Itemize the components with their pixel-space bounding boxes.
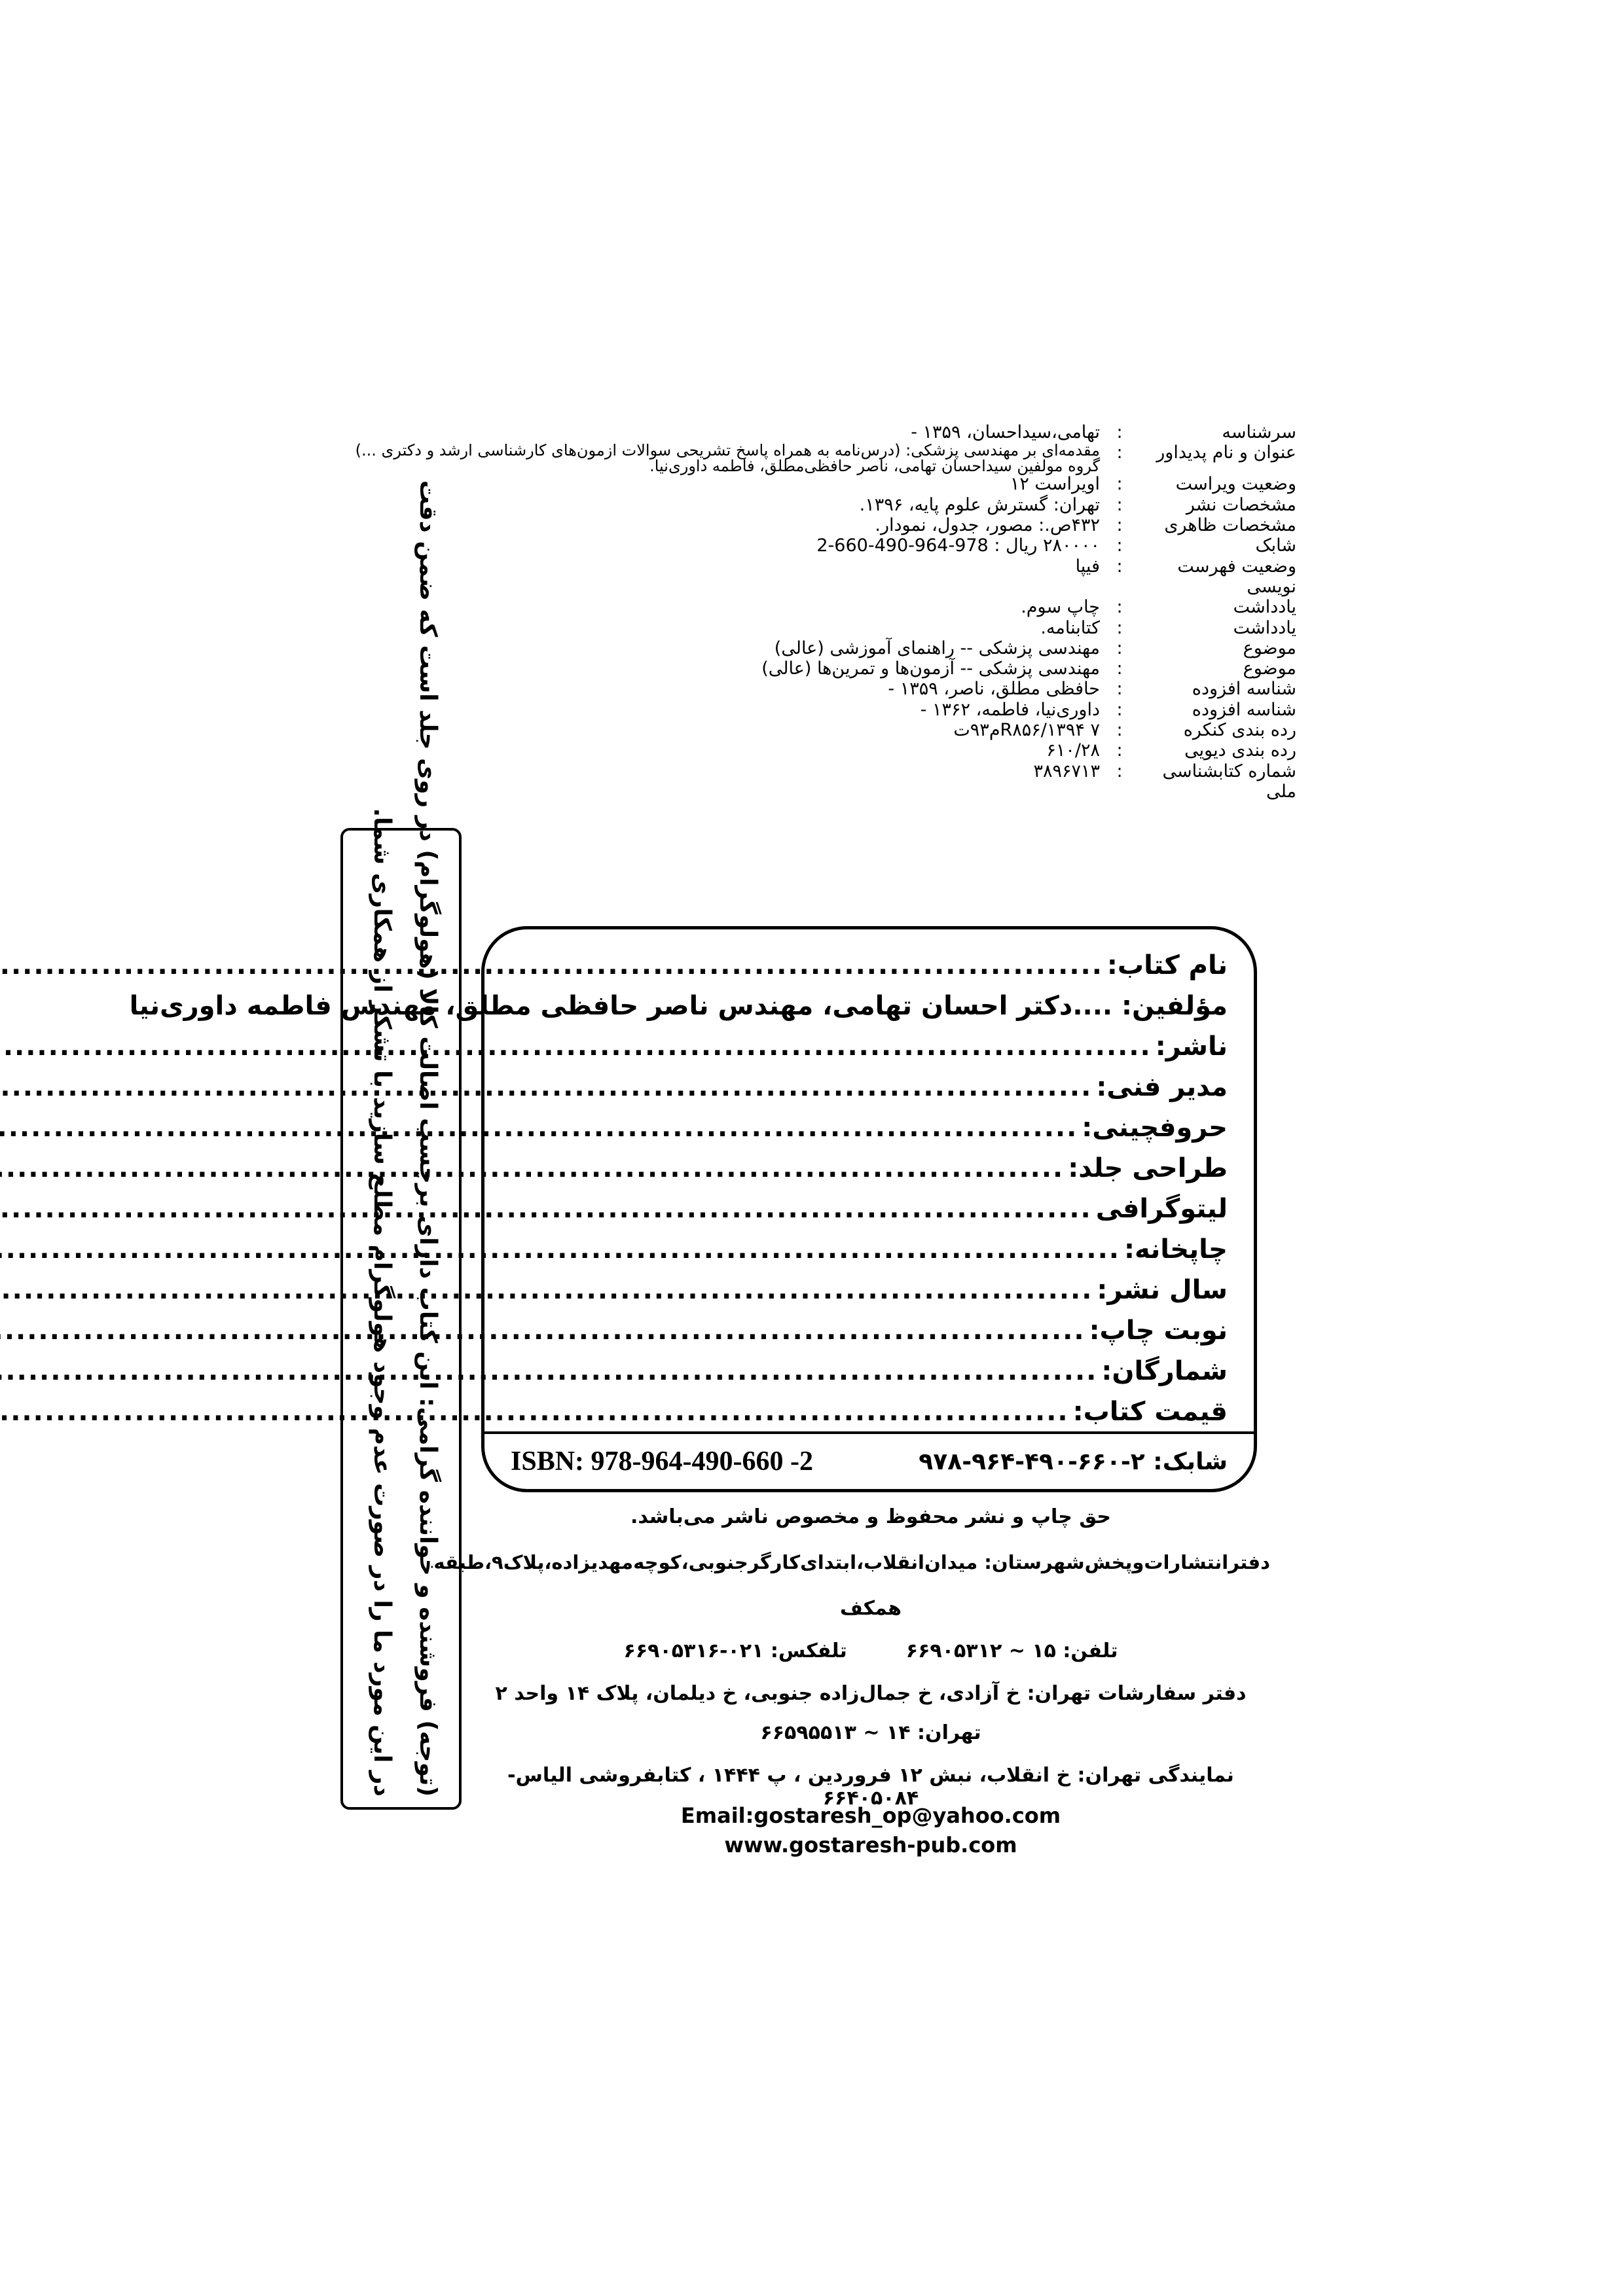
cip-value: تهامی،سیداحسان، ۱۳۵۹ - <box>911 422 1100 442</box>
info-label: چاپخانه: <box>1124 1234 1228 1265</box>
cip-label: موضوع <box>1243 658 1296 679</box>
cip-label: موضوع <box>1243 637 1296 658</box>
cip-label: شماره کتابشناسی ملی <box>1162 761 1296 802</box>
rights-notice: حق چاپ و نشر محفوظ و مخصوص ناشر می‌باشد. <box>630 1505 1112 1528</box>
cip-row <box>354 442 1296 474</box>
cip-row <box>354 597 1296 617</box>
cip-row <box>354 535 1296 556</box>
info-row-cover-design <box>511 1148 1228 1189</box>
info-label: مدیر فنی: <box>1096 1072 1228 1102</box>
cip-value: مهندسی پزشکی -- آزمون‌ها و تمرین‌ها (عالی) <box>761 658 1100 679</box>
isbn-persian: شابک: ۲-۶۶۰-۴۹۰-۹۶۴-۹۷۸ <box>919 1448 1228 1475</box>
cip-row <box>354 638 1296 658</box>
cip-label: یادداشت <box>1233 597 1296 618</box>
info-label: حروفچینی: <box>1082 1113 1228 1143</box>
cip-colon: : <box>1116 535 1123 556</box>
cip-colon: : <box>1116 740 1123 761</box>
cip-label: شابک <box>1255 535 1296 556</box>
email-address[interactable]: Email:gostaresh_op@yahoo.com <box>680 1803 1061 1828</box>
info-row-authors <box>129 986 1228 1026</box>
cip-row <box>354 618 1296 638</box>
cip-value: ۳۸۹۶۷۱۳ <box>1033 761 1100 781</box>
info-row-typesetting <box>511 1107 1228 1148</box>
cip-colon: : <box>1116 474 1123 495</box>
cip-colon: : <box>1116 556 1123 577</box>
hologram-notice-text <box>352 480 450 1797</box>
leader-dots <box>0 1397 1073 1427</box>
cip-label: وضعیت ویراست <box>1175 474 1296 495</box>
leader-dots <box>0 1356 1101 1386</box>
cip-colon: : <box>1116 761 1123 781</box>
tehran-order-office: دفتر سفارشات تهران: خ آزادی، خ جمال‌زاده جنوبی، خ دیلمان، پلاک ۱۴ واحد ۲ <box>495 1682 1247 1705</box>
leader-dots <box>0 1113 1082 1143</box>
cip-label: یادداشت <box>1233 617 1296 638</box>
cip-value: چاپ سوم. <box>1021 597 1100 618</box>
isbn-row <box>484 1431 1254 1489</box>
cip-row <box>354 720 1296 740</box>
hologram-notice-box <box>340 480 462 1810</box>
cip-value: ۶۱۰/۲۸ <box>1046 740 1100 761</box>
cip-value: کتابنامه. <box>1040 617 1100 638</box>
cip-label: مشخصات ظاهری <box>1164 514 1296 535</box>
info-row-circulation <box>511 1351 1228 1391</box>
leader-dots <box>0 1275 1097 1305</box>
cip-value: مقدمه‌ای بر مهندسی پزشکی: (درس‌نامه به همراه پاسخ تشریحی سوالات ازمون‌های کارشناسی ارشد و دکتری ...) گروه مولفین سیداحسان تهامی، ناصر حافظی‌مطلق، فاطمه داوری‌نیا. <box>355 441 1100 476</box>
info-row-edition <box>511 1310 1228 1351</box>
cip-colon: : <box>1116 720 1123 741</box>
info-label: مؤلفین: .... <box>1072 991 1228 1021</box>
cip-label: شناسه افزوده <box>1192 679 1296 700</box>
info-label: قیمت کتاب: <box>1072 1397 1228 1427</box>
leader-dots <box>0 1153 1068 1183</box>
notice-line-2 <box>359 808 405 1797</box>
cip-row <box>354 474 1296 494</box>
info-label: لیتوگرافی <box>1095 1194 1228 1224</box>
cip-value: ۴۳۲ص.: مصور، جدول، نمودار. <box>875 514 1100 535</box>
cip-value: ۲۸۰۰۰۰ ریال : 978-964-490-660-2 <box>816 535 1100 556</box>
info-label: نوبت چاپ: <box>1089 1316 1228 1346</box>
notice-line-2b: با تشکر از همکاری شما. <box>368 808 395 1088</box>
cip-label: وضعیت فهرست نویسی <box>1177 556 1296 597</box>
cip-value: R۸۵۶/۱۳۹۴ ۷م۹۳ت <box>953 720 1100 741</box>
cip-colon: : <box>1116 514 1123 535</box>
info-label: سال نشر: <box>1097 1275 1228 1305</box>
leader-dots <box>0 1316 1089 1346</box>
info-label: نام کتاب: <box>1106 950 1228 980</box>
tehran-agency: نمایندگی تهران: خ انقلاب، نبش ۱۲ فروردین ، پ ۱۴۴۴ ، کتابفروشی الیاس- ۶۶۴۰۵۰۸۴ <box>507 1764 1234 1810</box>
cip-colon: : <box>1116 637 1123 658</box>
cip-row <box>354 679 1296 699</box>
isbn-latin: ISBN: 978-964-490-660 -2 <box>511 1446 813 1477</box>
cip-row <box>354 422 1296 442</box>
info-label: شمارگان: <box>1101 1356 1228 1386</box>
cip-colon: : <box>1116 658 1123 679</box>
info-row-title <box>511 945 1228 986</box>
cip-value: تهران: گسترش علوم پایه، ۱۳۹۶. <box>859 494 1100 515</box>
info-label: ناشر: <box>1155 1031 1228 1062</box>
cip-row <box>354 515 1296 535</box>
cip-value: اویراست ۱۲ <box>1010 474 1100 495</box>
office-phone: تلفن: ۱۵ ~ ۶۶۹۰۵۳۱۲ <box>905 1640 1118 1662</box>
phone-line <box>471 1640 1270 1662</box>
cip-colon: : <box>1116 422 1123 442</box>
cip-row <box>354 495 1296 515</box>
leader-dots <box>0 950 1107 980</box>
tehran-phone: تهران: ۱۴ ~ ۶۶۵۹۵۵۱۳ <box>760 1721 981 1744</box>
cip-value: حافظی مطلق، ناصر، ۱۳۵۹ - <box>888 679 1100 700</box>
cip-value: فیپا <box>1075 556 1100 577</box>
cip-row <box>354 658 1296 679</box>
office-address-floor: همکف <box>839 1597 902 1620</box>
cip-colon: : <box>1116 699 1123 720</box>
cip-colon: : <box>1116 679 1123 700</box>
info-row-price <box>511 1391 1228 1432</box>
cip-label: عنوان و نام پدیداور <box>1156 442 1296 463</box>
cip-value: داوری‌نیا، فاطمه، ۱۳۶۲ - <box>920 699 1100 720</box>
cip-colon: : <box>1116 494 1123 515</box>
info-row-printing-house <box>511 1229 1228 1270</box>
leader-dots <box>0 1031 1156 1062</box>
cip-block <box>354 422 1296 802</box>
leader-dots <box>0 1072 1096 1102</box>
cip-row <box>354 740 1296 761</box>
info-row-publisher <box>511 1026 1228 1067</box>
info-row-technical-manager <box>511 1067 1228 1107</box>
cip-label: رده بندی کنکره <box>1183 720 1296 741</box>
info-value: دکتر احسان تهامی، مهندس ناصر حافظی مطلق، مهندس فاطمه داوری‌نیا <box>129 991 1073 1021</box>
cip-label: شناسه افزوده <box>1192 699 1296 720</box>
notice-line-2a: در این مورد ما را در صورت عدم وجود هولوگرام مطلع سازید. <box>368 1088 395 1797</box>
info-row-lithography <box>511 1189 1228 1229</box>
website-link[interactable]: www.gostaresh-pub.com <box>724 1833 1017 1857</box>
info-label: طراحی جلد: <box>1068 1153 1228 1183</box>
cip-label: رده بندی دیویی <box>1184 740 1296 761</box>
cip-colon: : <box>1116 617 1123 638</box>
leader-dots <box>0 1194 1096 1224</box>
cip-colon: : <box>1116 442 1123 463</box>
notice-line-1: (توجه) فروشنده و خواننده گرامی: این کتاب دارای برچسب اصالت کالا (هولوگرام) در روی جلد است که ضمن دقت <box>414 480 441 1797</box>
cip-row <box>354 700 1296 720</box>
cip-row <box>354 761 1296 802</box>
leader-dots <box>0 1234 1124 1265</box>
office-address: دفترانتشارات‌وپخش‌شهرستان: میدان‌انقلاب،ابتدای‌کارگرجنوبی،کوچه‌مهدیزاده،پلاک۹،طبقه <box>433 1551 1270 1573</box>
cip-colon: : <box>1116 597 1123 618</box>
cip-label: سرشناسه <box>1222 422 1296 442</box>
office-fax: تلفکس: ۰۲۱-۶۶۹۰۵۳۱۶ <box>623 1640 847 1662</box>
cip-row <box>354 556 1296 598</box>
cip-value: مهندسی پزشکی -- راهنمای آموزشی (عالی) <box>774 637 1100 658</box>
cip-label: مشخصات نشر <box>1186 494 1296 515</box>
info-row-year <box>511 1270 1228 1310</box>
